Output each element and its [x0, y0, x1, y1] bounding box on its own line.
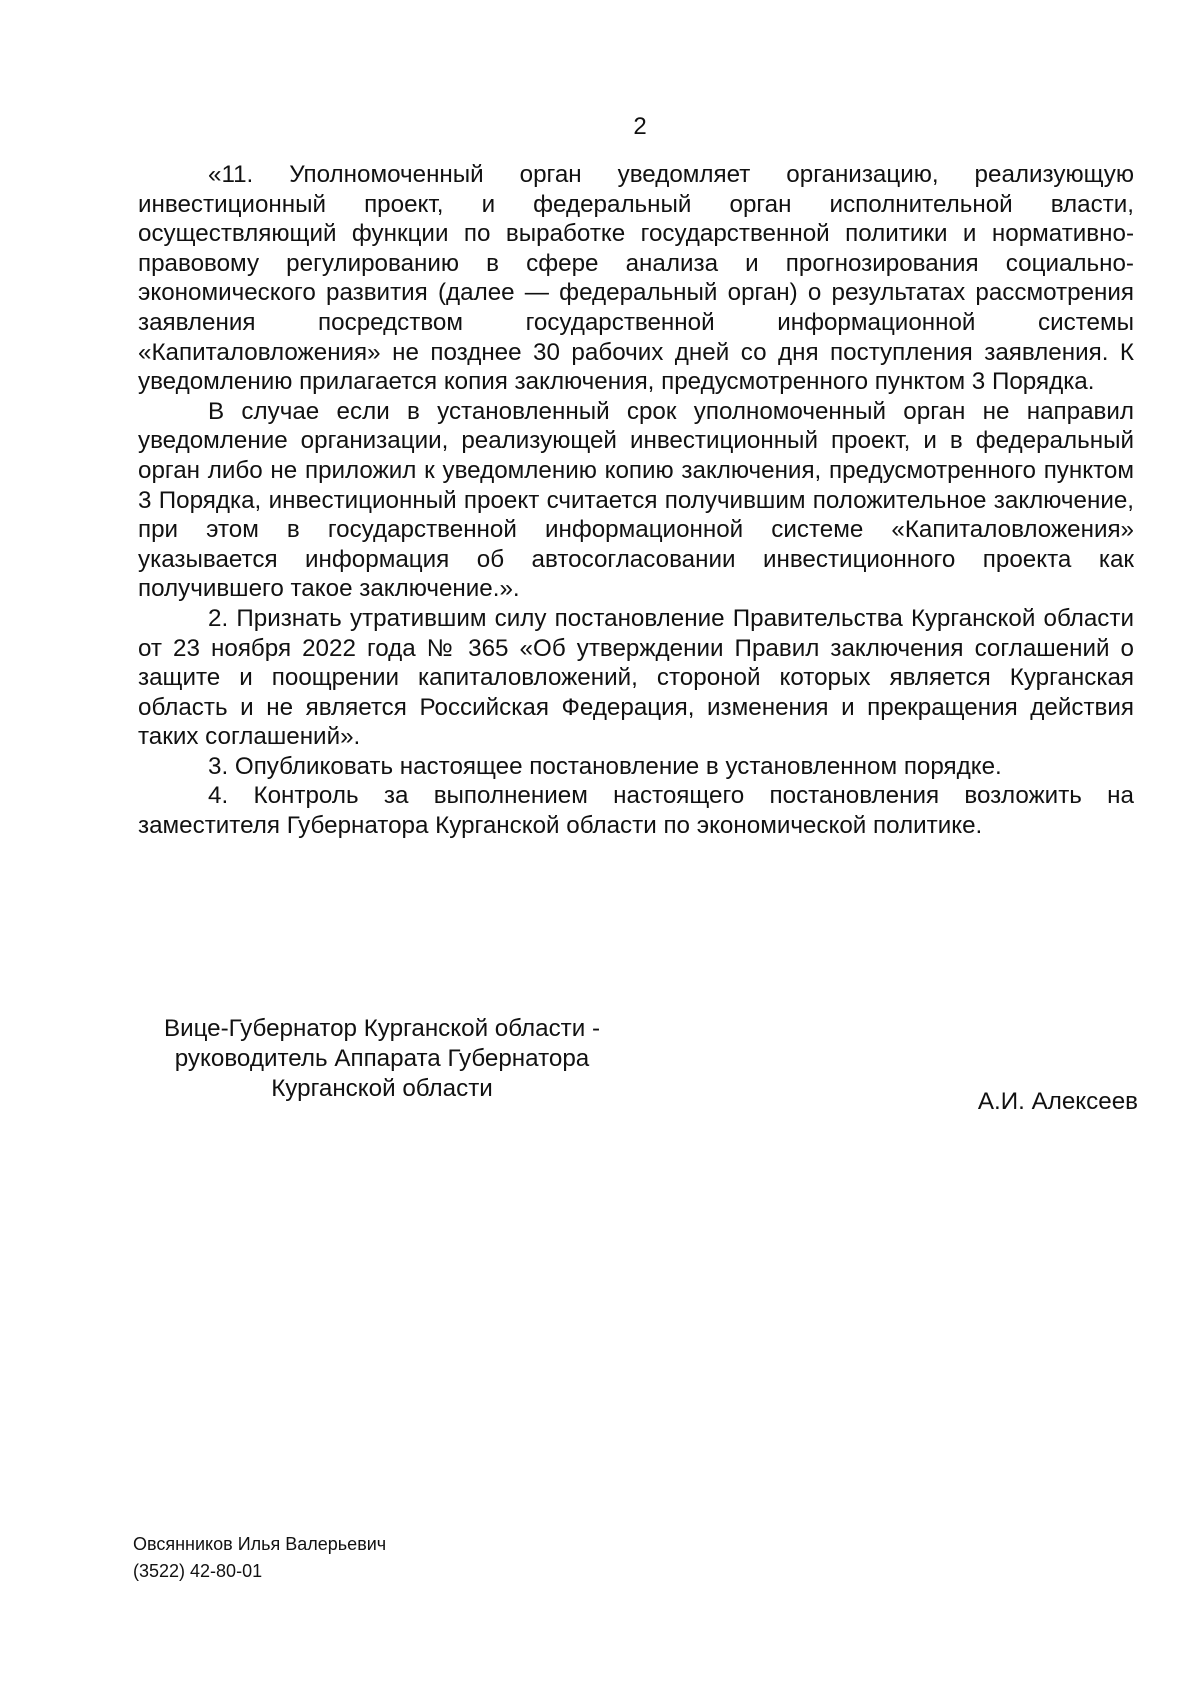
- paragraph-point-2: 2. Признать утратившим силу постановление Правительства Курганской области от 23 ноября 2022 года № 365 «Об утверждении Правил заключения соглашений о защите и поощрении капиталовложений, стороной которых является Курганская область и не является Российская Федерация, изменения и прекращения действия таких соглашений».: [138, 604, 1134, 751]
- document-body: [138, 160, 1134, 841]
- paragraph-point-4: 4. Контроль за выполнением настоящего постановления возложить на заместителя Губернатора Курганской области по экономической политике.: [138, 782, 1134, 840]
- executor-name: Овсянников Илья Валерьевич: [133, 1534, 387, 1554]
- signatory-title-line: Вице-Губернатор Курганской области -: [163, 1015, 601, 1042]
- paragraph-item-11-continued: В случае если в установленный срок уполномоченный орган не направил уведомление организации, реализующей инвестиционный проект, и в федеральный орган либо не приложил к уведомлению копию заключения, предусмотренного пунктом 3 Порядка, инвестиционный проект считается получившим положительное заключение, при этом в государственной информационной системе «Капиталовложения» указывается информация об автосогласовании инвестиционного проекта как получившего такое заключение.».: [138, 397, 1134, 603]
- signatory-name: А.И. Алексеев: [977, 1088, 1138, 1115]
- executor-info: [133, 1531, 386, 1585]
- paragraph-item-11: «11. Уполномоченный орган уведомляет организацию, реализующую инвестиционный проект, и федеральный орган исполнительной власти, осуществляющий функции по выработке государственной политики и нормативно-правовому регулированию в сфере анализа и прогнозирования социально-экономического развития (далее — федеральный орган) о результатах рассмотрения заявления посредством государственной информационной системы «Капиталовложения» не позднее 30 рабочих дней со дня поступления заявления. К уведомлению прилагается копия заключения, предусмотренного пунктом 3 Порядка.: [138, 161, 1134, 396]
- signatory-title: [132, 1014, 632, 1104]
- page-number: 2: [633, 113, 647, 140]
- executor-phone: (3522) 42-80-01: [133, 1561, 263, 1581]
- paragraph-point-3: 3. Опубликовать настоящее постановление в установленном порядке.: [208, 752, 1002, 780]
- signatory-title-line: Курганской области: [271, 1075, 493, 1102]
- signatory-title-line: руководитель Аппарата Губернатора: [174, 1045, 590, 1072]
